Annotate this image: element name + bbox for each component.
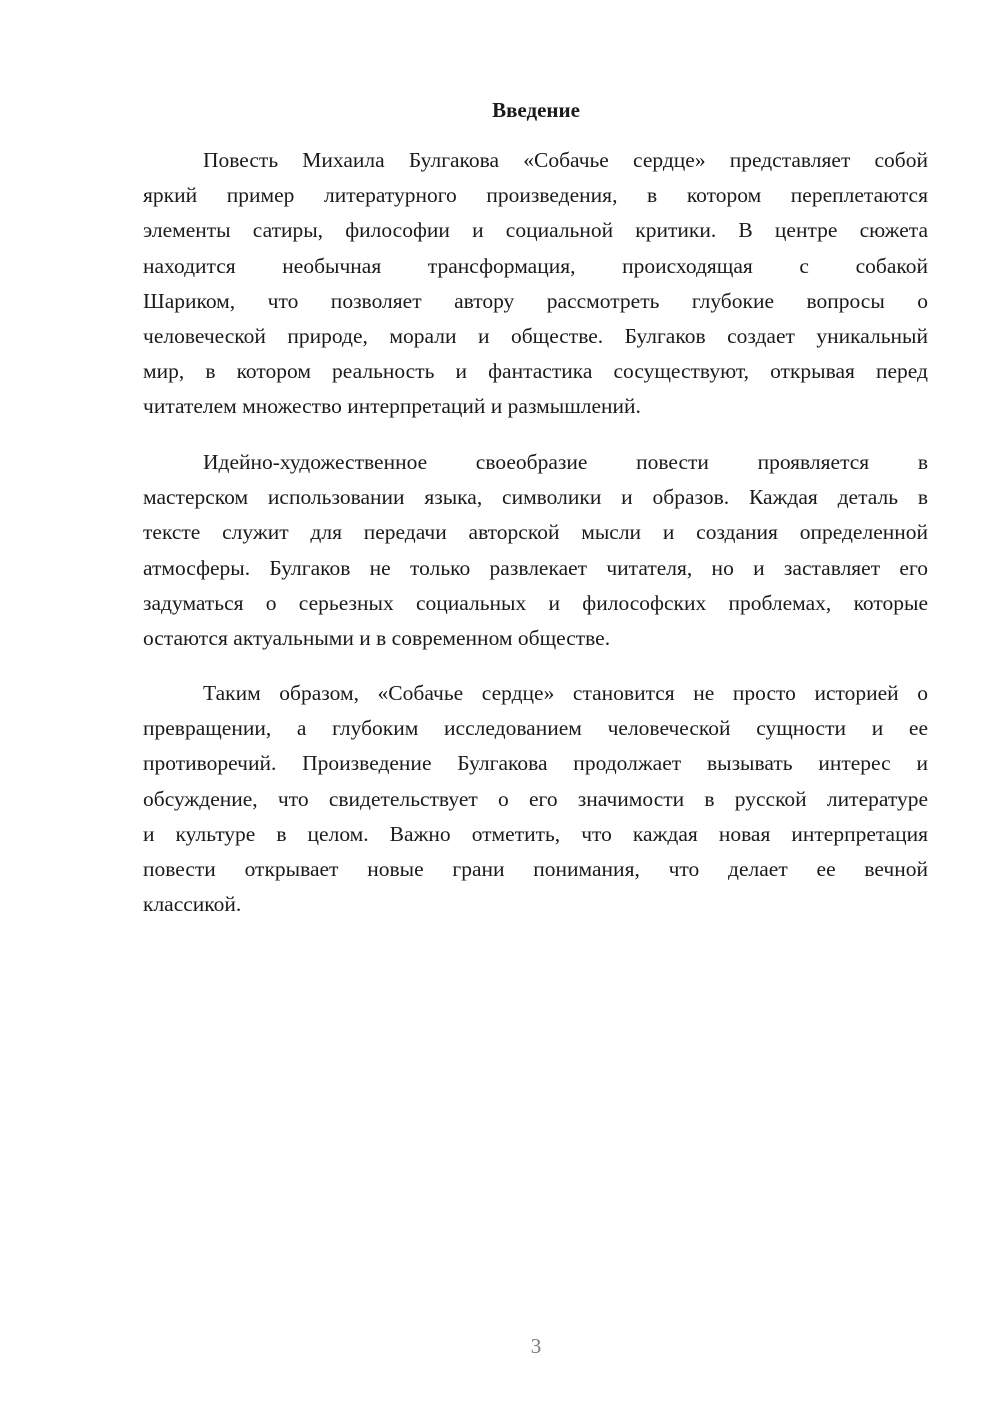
section-title: Введение [492, 98, 580, 122]
paragraph-3 [143, 676, 928, 922]
page-number: 3 [530, 1334, 542, 1358]
text-line: яркий пример литературного произведения, в котором переплетаются [143, 183, 928, 208]
text-line: атмосферы. Булгаков не только развлекает читателя, но и заставляет его [143, 555, 928, 580]
text-line: человеческой природе, морали и обществе. Булгаков создает уникальный [143, 323, 928, 348]
text-line: обсуждение, что свидетельствует о его значимости в русской литературе [143, 786, 928, 811]
paragraph-2 [143, 445, 928, 656]
text-line: читателем множество интерпретаций и размышлений. [143, 394, 641, 419]
text-line: тексте служит для передачи авторской мысли и создания определенной [143, 520, 928, 545]
text-line: задуматься о серьезных социальных и философских проблемах, которые [143, 590, 928, 615]
text-line: и культуре в целом. Важно отметить, что каждая новая интерпретация [143, 821, 928, 846]
text-line: противоречий. Произведение Булгакова продолжает вызывать интерес и [143, 751, 928, 776]
text-line: классикой. [143, 892, 242, 917]
text-line: Идейно-художественное своеобразие повести проявляется в [203, 450, 928, 474]
text-line: Шариком, что позволяет автору рассмотреть глубокие вопросы о [143, 288, 928, 313]
text-line: находится необычная трансформация, происходящая с собакой [143, 253, 928, 278]
text-line: остаются актуальными и в современном обществе. [143, 625, 611, 650]
text-line: мир, в котором реальность и фантастика сосуществуют, открывая перед [143, 359, 928, 384]
text-line: превращении, а глубоким исследованием человеческой сущности и ее [143, 716, 928, 741]
text-line: мастерском использовании языка, символики и образов. Каждая деталь в [143, 485, 928, 510]
text-line: Повесть Михаила Булгакова «Собачье сердце» представляет собой [203, 148, 928, 172]
paragraph-1 [143, 143, 928, 425]
text-line: повести открывает новые грани понимания, что делает ее вечной [143, 856, 928, 881]
text-line: элементы сатиры, философии и социальной критики. В центре сюжета [143, 218, 928, 243]
text-line: Таким образом, «Собачье сердце» становится не просто историей о [203, 681, 928, 705]
